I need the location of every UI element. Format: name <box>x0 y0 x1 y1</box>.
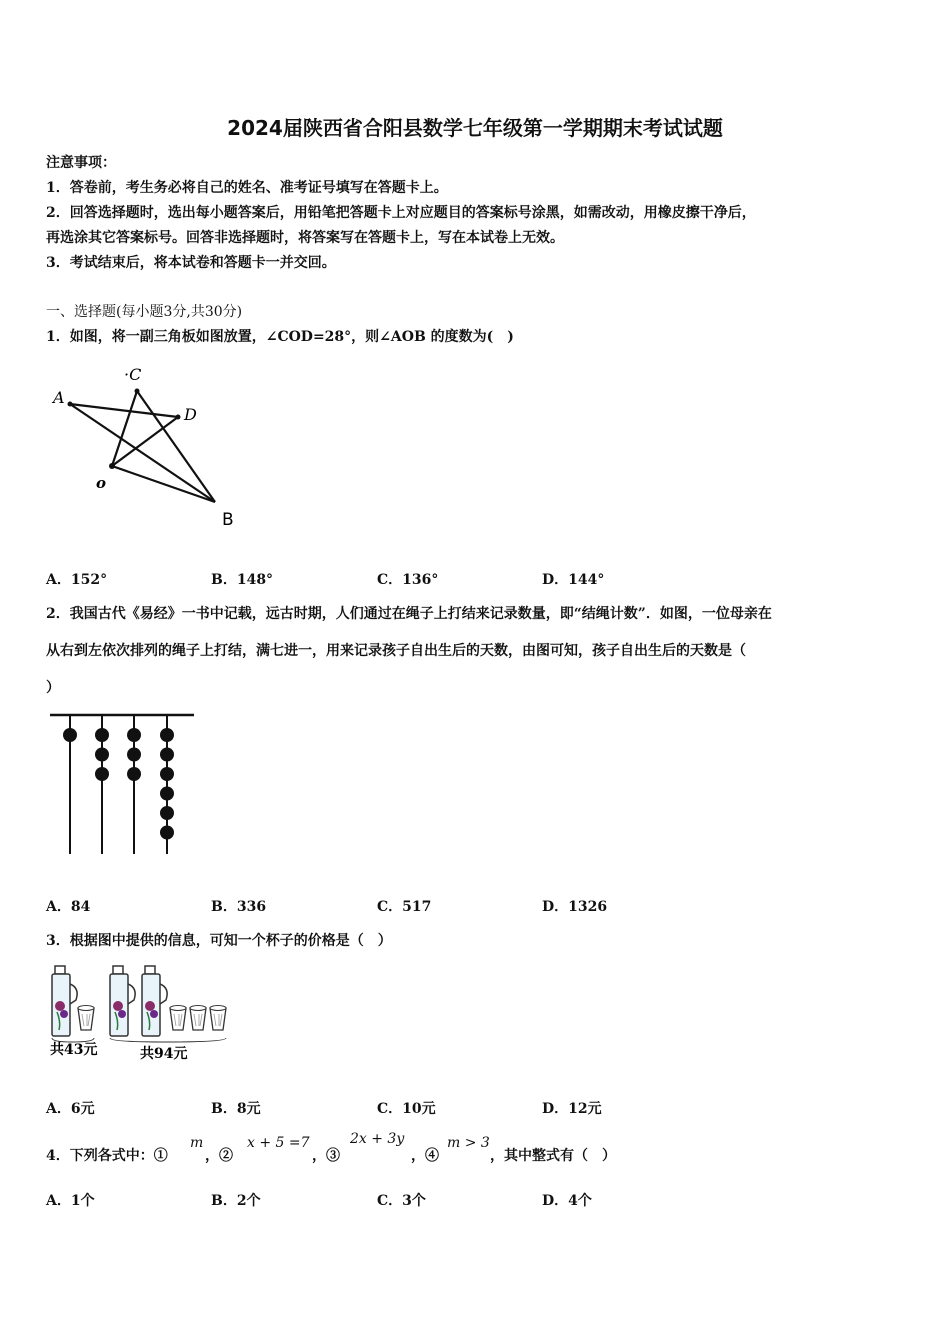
notice-item-3: 3．考试结束后，将本试卷和答题卡一并交回。 <box>46 255 336 271</box>
q2-option-a: A．84 <box>46 899 91 915</box>
knot-dot <box>95 748 109 762</box>
notice-heading: 注意事项： <box>46 155 116 171</box>
knot-dot <box>95 767 109 781</box>
q1-triangle-figure <box>48 360 248 535</box>
q4-suffix: ，其中整式有（ ） <box>490 1148 616 1164</box>
label-c: ·C <box>124 365 142 384</box>
notice-item-2a: 2．回答选择题时，选出每小题答案后，用铅笔把答题卡上对应题目的答案标号涂黑，如需改动，用橡皮擦干净后， <box>46 205 756 221</box>
q4-expr-3: 2x + 3y <box>350 1131 405 1147</box>
q4-option-a: A．1个 <box>46 1193 95 1209</box>
q3-caption-1: 共43元 <box>50 1042 98 1058</box>
knot-dot <box>63 728 77 742</box>
thermos-icon <box>52 966 77 1036</box>
knot-dot <box>160 728 174 742</box>
label-a: A <box>53 388 65 407</box>
q1-option-c: C．136° <box>377 572 439 588</box>
thermos-icon <box>142 966 167 1036</box>
q2-option-c: C．517 <box>377 899 432 915</box>
q1-option-a: A．152° <box>46 572 108 588</box>
q3-caption-2: 共94元 <box>140 1046 188 1062</box>
segment-ob <box>112 466 215 502</box>
q1-option-d: D．144° <box>542 572 605 588</box>
q4-expr-1: m <box>190 1135 204 1151</box>
knot-dot <box>160 748 174 762</box>
knot-dot <box>127 728 141 742</box>
q4-option-b: B．2个 <box>211 1193 261 1209</box>
q4-sep-3: ，③ <box>312 1148 340 1164</box>
q3-option-b: B．8元 <box>211 1101 261 1117</box>
label-d: D <box>184 405 197 424</box>
q4-sep-4: ，④ <box>411 1148 439 1164</box>
cup-icon <box>78 1006 94 1031</box>
notice-item-1: 1．答卷前，考生务必将自己的姓名、准考证号填写在答题卡上。 <box>46 180 448 196</box>
cup-icon <box>170 1006 186 1031</box>
q4-expr-4: m > 3 <box>447 1135 490 1151</box>
q3-option-a: A．6元 <box>46 1101 95 1117</box>
notice-item-2b: 再选涂其它答案标号。回答非选择题时，将答案写在答题卡上，写在本试卷上无效。 <box>46 230 564 246</box>
q2-option-d: D．1326 <box>542 899 608 915</box>
q4-option-d: D．4个 <box>542 1193 592 1209</box>
q4-prefix: 4．下列各式中：① <box>46 1148 168 1164</box>
q1-option-b: B．148° <box>211 572 274 588</box>
label-o: o <box>96 474 107 492</box>
q4-sep-2: ，② <box>205 1148 233 1164</box>
thermos-icon <box>110 966 135 1036</box>
q3-option-c: C．10元 <box>377 1101 436 1117</box>
segment-od <box>112 417 178 466</box>
segment-oc <box>112 391 137 466</box>
q2-stem-line-2: 从右到左依次排列的绳子上打结，满七进一，用来记录孩子自出生后的天数，由图可知，孩子自出生后的天数是（ <box>46 643 746 659</box>
segment-cb <box>137 391 215 502</box>
q2-stem-line-1: 2．我国古代《易经》一书中记载，远古时期，人们通过在绳子上打结来记录数量，即“结绳计数”．如图，一位母亲在 <box>46 606 772 622</box>
knot-dot <box>127 748 141 762</box>
q4-option-c: C．3个 <box>377 1193 426 1209</box>
knot-dot <box>160 787 174 801</box>
q4-expr-2: x + 5 =7 <box>247 1135 310 1151</box>
label-b: B <box>222 510 234 530</box>
knot-dot <box>160 806 174 820</box>
knot-dot <box>127 767 141 781</box>
knot-dot <box>160 767 174 781</box>
knot-dot <box>160 826 174 840</box>
q2-option-b: B．336 <box>211 899 267 915</box>
cup-icon <box>190 1006 206 1031</box>
q3-stem: 3．根据图中提供的信息，可知一个杯子的价格是（ ） <box>46 933 392 949</box>
cup-icon <box>210 1006 226 1031</box>
knot-dot <box>95 728 109 742</box>
q3-thermos-cup-figure <box>46 962 236 1062</box>
page-title: 2024届陕西省合阳县数学七年级第一学期期末考试试题 <box>227 116 723 140</box>
q3-option-d: D．12元 <box>542 1101 602 1117</box>
section-heading: 一、选择题(每小题3分,共30分) <box>46 304 243 320</box>
q2-knot-figure <box>48 708 198 858</box>
q1-stem: 1．如图，将一副三角板如图放置，∠COD=28°，则∠AOB 的度数为( ) <box>46 329 514 345</box>
q2-stem-line-3: ） <box>46 680 60 696</box>
